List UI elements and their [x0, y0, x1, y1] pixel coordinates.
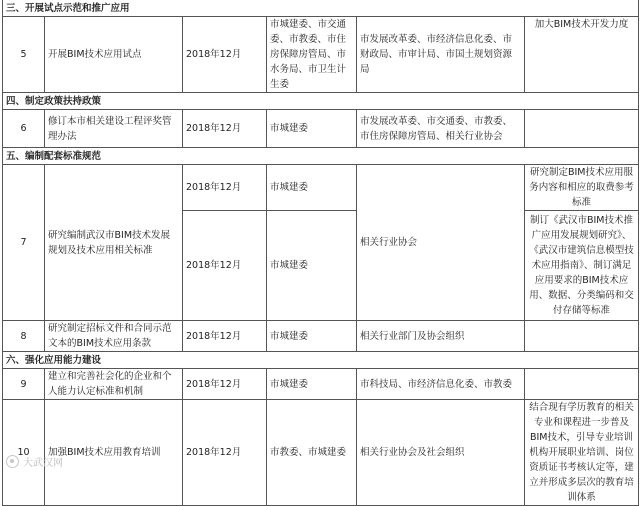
table-row: [3, 400, 639, 506]
section-header-row: [3, 93, 639, 110]
note-cell: [525, 321, 639, 352]
row-number: 7: [3, 165, 45, 321]
cooperating-unit-cell: 相关行业协会: [357, 165, 525, 321]
task-cell: 建立和完善社会化的企业和个人能力认定标准和机制: [45, 369, 183, 400]
lead-unit-cell: 市教委、市城建委: [267, 400, 357, 506]
table-row: [3, 321, 639, 352]
section-title: 四、制定政策扶持政策: [3, 93, 639, 110]
note-cell: 加大BIM技术开发力度: [525, 17, 639, 93]
task-cell: 开展BIM技术应用试点: [45, 17, 183, 93]
cooperating-unit-cell: 市发展改革委、市交通委、市教委、市住房保障房管局、相关行业协会: [357, 110, 525, 148]
section-title: 六、强化应用能力建设: [3, 352, 639, 369]
section-title: 五、编制配套标准规范: [3, 148, 639, 165]
deadline-cell: 2018年12月: [183, 321, 267, 352]
task-table: [2, 0, 639, 506]
row-number: 8: [3, 321, 45, 352]
table-row: [3, 17, 639, 93]
deadline-cell: 2018年12月: [183, 165, 267, 211]
cooperating-unit-cell: 相关行业部门及协会组织: [357, 321, 525, 352]
lead-unit-cell: 市城建委: [267, 321, 357, 352]
deadline-cell: 2018年12月: [183, 211, 267, 321]
deadline-cell: 2018年12月: [183, 110, 267, 148]
section-title: 三、开展试点示范和推广应用: [3, 0, 639, 17]
cooperating-unit-cell: 市发展改革委、市经济信息化委、市财政局、市审计局、市国土规划资源局: [357, 17, 525, 93]
lead-unit-cell: 市城建委、市交通委、市教委、市住房保障房管局、市水务局、市卫生计生委: [267, 17, 357, 93]
section-header-row: [3, 148, 639, 165]
task-cell: 加强BIM技术应用教育培训: [45, 400, 183, 506]
table-row: [3, 369, 639, 400]
row-number: 6: [3, 110, 45, 148]
row-number: 9: [3, 369, 45, 400]
lead-unit-cell: 市城建委: [267, 110, 357, 148]
table-row: [3, 165, 639, 211]
note-cell: [525, 110, 639, 148]
note-cell: 制订《武汉市BIM技术推广应用发展规划研究》、《武汉市建筑信息模型技术应用指南》、制订满足应用要求的BIM技术应用、数据、分类编码和交付存储等标准: [525, 211, 639, 321]
section-header-row: [3, 352, 639, 369]
row-number: 10: [3, 400, 45, 506]
watermark-logo-icon: [6, 455, 19, 468]
note-cell: [525, 369, 639, 400]
task-cell: 修订本市相关建设工程评奖管理办法: [45, 110, 183, 148]
deadline-cell: 2018年12月: [183, 17, 267, 93]
lead-unit-cell: 市城建委: [267, 165, 357, 211]
cooperating-unit-cell: 市科技局、市经济信息化委、市教委: [357, 369, 525, 400]
row-number: 5: [3, 17, 45, 93]
task-cell: 研究制定招标文件和合同示范文本的BIM技术应用条款: [45, 321, 183, 352]
note-cell: 研究制定BIM技术应用服务内容和相应的取费参考标准: [525, 165, 639, 211]
deadline-cell: 2018年12月: [183, 400, 267, 506]
task-cell: 研究编制武汉市BIM技术发展规划及技术应用相关标准: [45, 165, 183, 321]
lead-unit-cell: 市城建委: [267, 211, 357, 321]
watermark-text: 大武汉网: [23, 458, 63, 469]
lead-unit-cell: 市城建委: [267, 369, 357, 400]
watermark: [6, 454, 63, 469]
deadline-cell: 2018年12月: [183, 369, 267, 400]
table-row: [3, 110, 639, 148]
cooperating-unit-cell: 相关行业协会及社会组织: [357, 400, 525, 506]
section-header-row: [3, 0, 639, 17]
note-cell: 结合现有学历教育的相关专业和课程进一步普及BIM技术，引导专业培训机构开展职业培训、岗位资质证书考核认定等，建立并形成多层次的教育培训体系: [525, 400, 639, 506]
